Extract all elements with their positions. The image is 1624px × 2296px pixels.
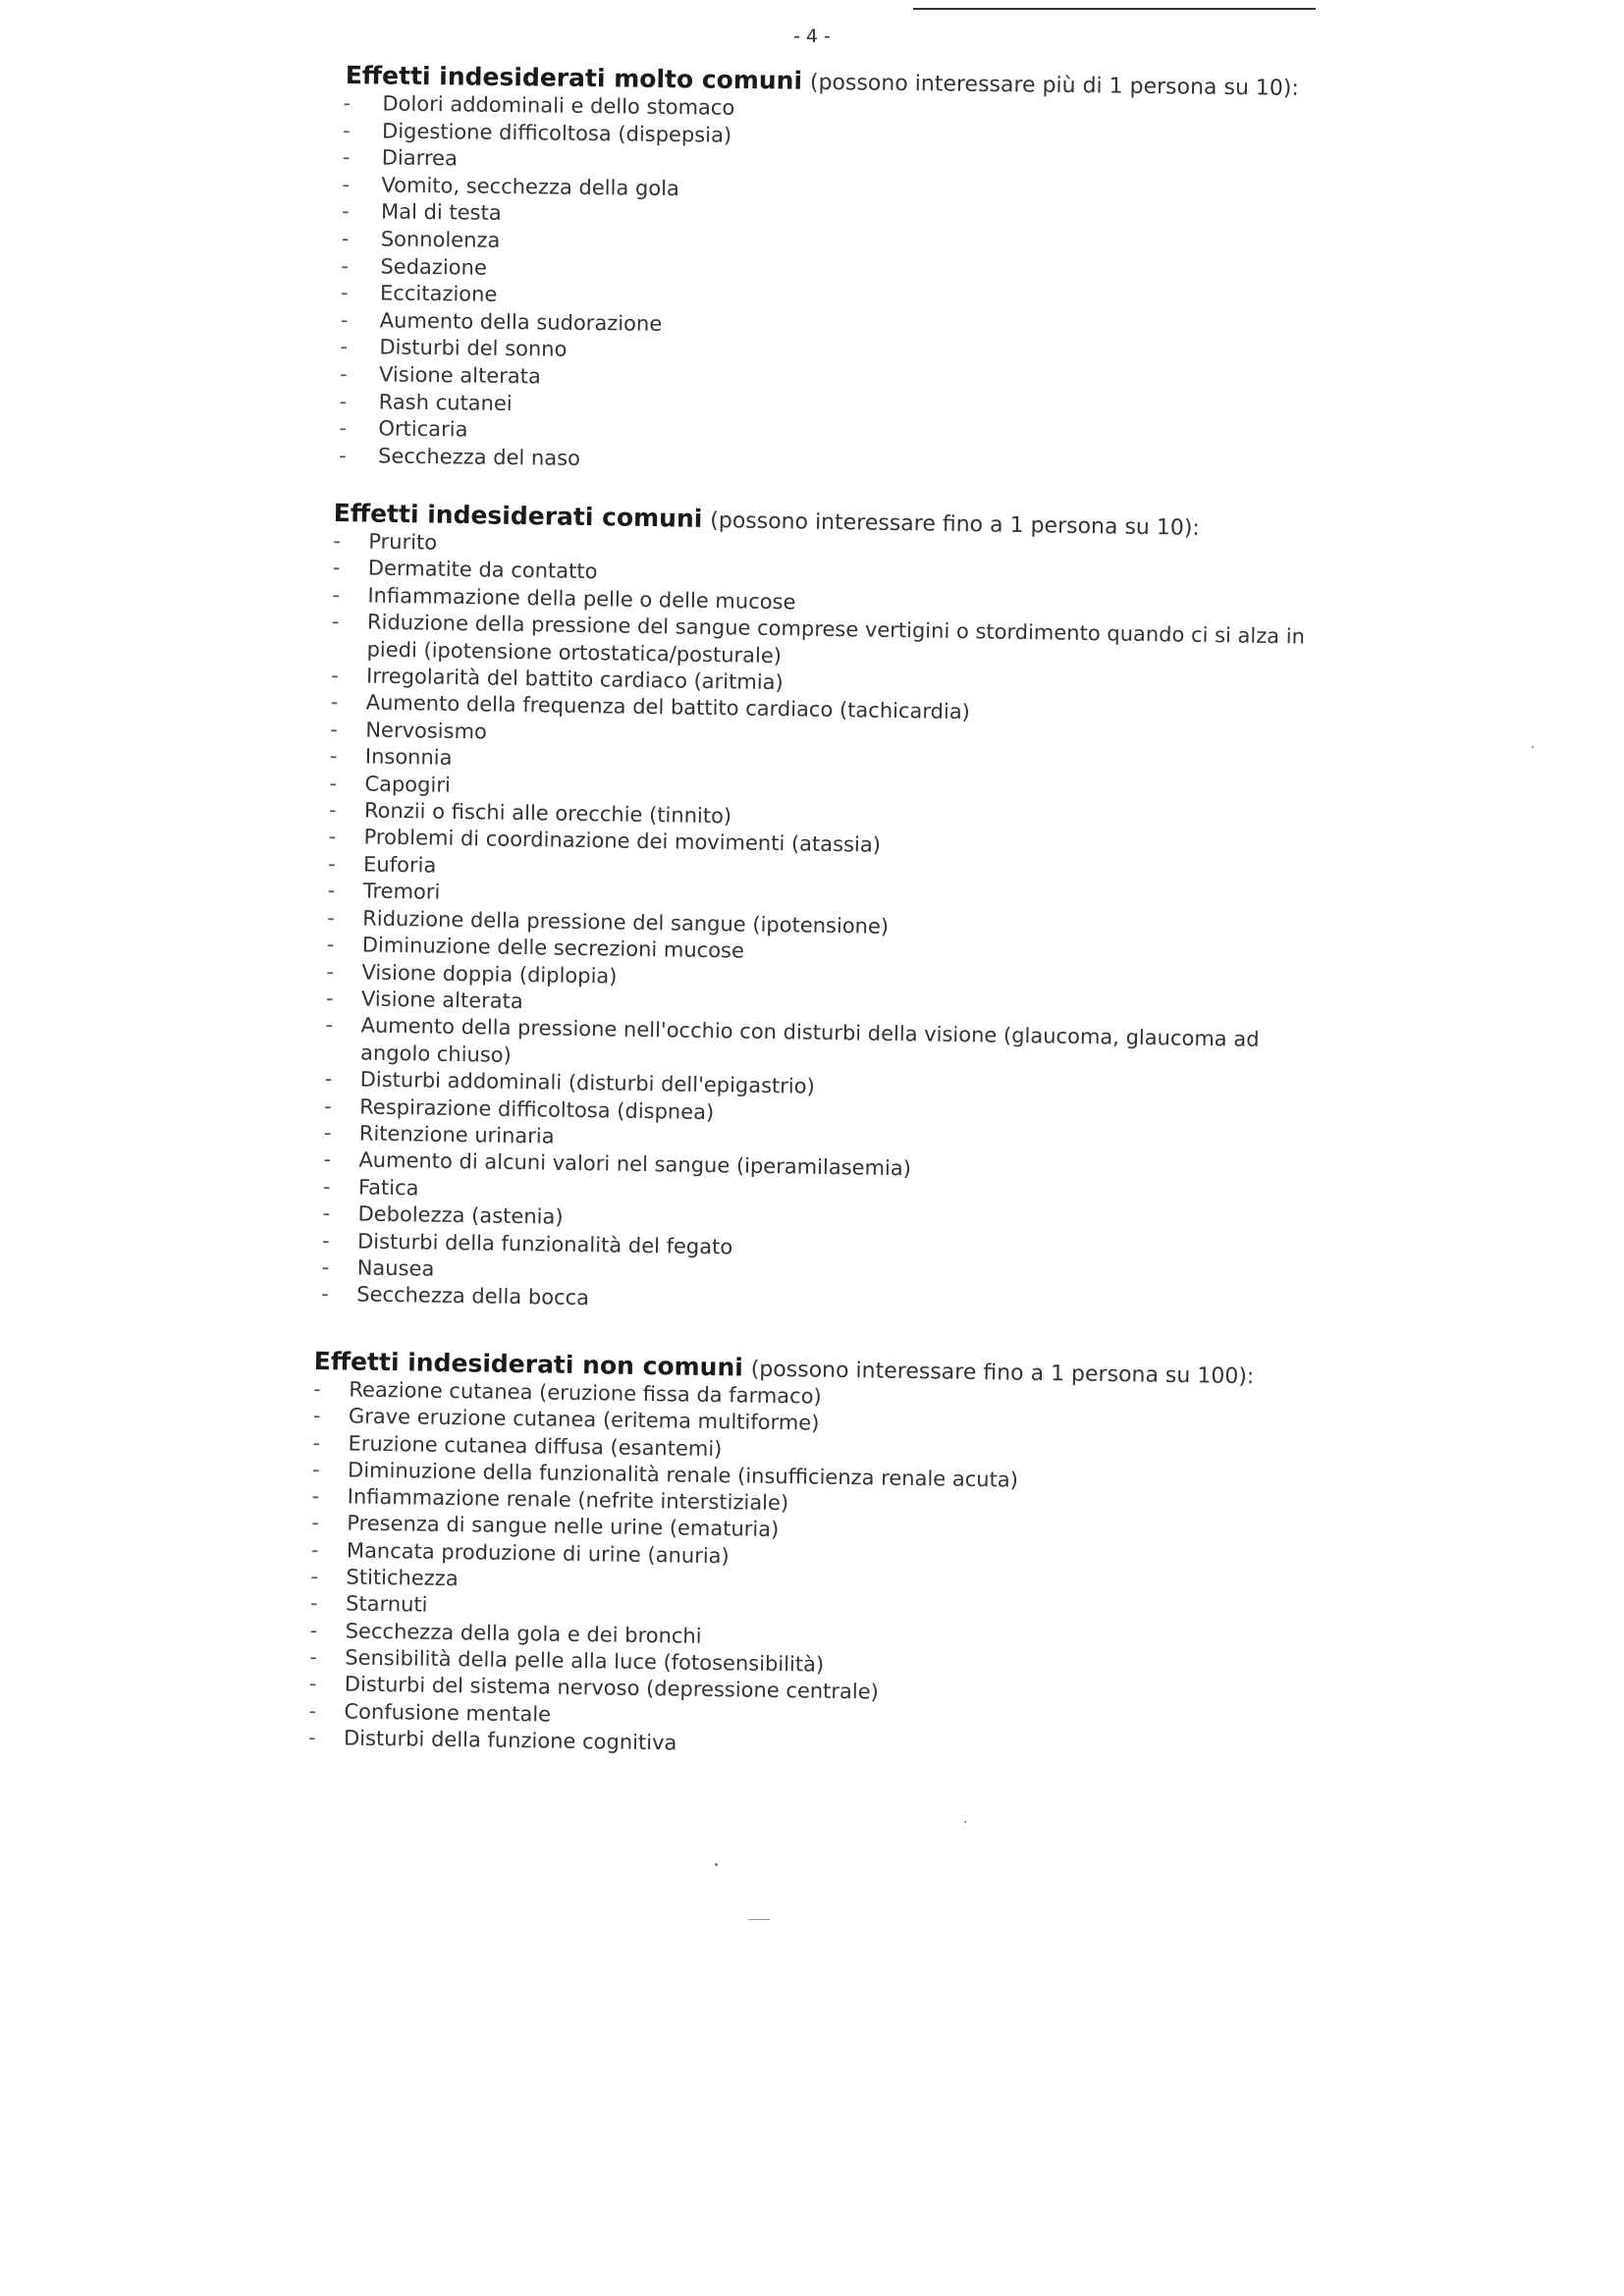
list-item: - Aumento di alcuni valori nel sangue (iperamilasemia) [323,1147,1560,1193]
list-item: - Secchezza del naso [341,443,1578,485]
list-item: - Diminuzione della funzionalità renale (insufficienza renale acuta) [312,1457,1549,1502]
list-item: - Sedazione [343,253,1580,295]
list-item: - Disturbi addominali (disturbi dell'epigastrio) [324,1066,1561,1112]
list-item: - Respirazione difficoltosa (dispnea) [324,1093,1561,1139]
list-item: - Starnuti [310,1590,1547,1635]
list-item: - Disturbi della funzionalità del fegato [322,1227,1559,1273]
section-note: (possono interessare fino a 1 persona su 100): [750,1357,1255,1390]
section-title: Effetti indesiderati non comuni [313,1347,744,1382]
list-item: - Nausea [321,1255,1558,1301]
section-title: Effetti indesiderati comuni [333,499,703,533]
list-item: - Sensibilità della pelle alla luce (fotosensibilità) [309,1644,1546,1689]
page-number: - 4 - [793,26,831,47]
list-item: - Diminuzione delle secrezioni mucose [327,932,1564,978]
list-item: - Stitichezza [310,1564,1547,1609]
scan-speck [715,1863,718,1866]
list-item: - Infiammazione renale (nefrite interstiziale) [312,1483,1549,1528]
list-item: - Rash cutanei [342,389,1579,431]
scan-mark [748,1919,770,1920]
list-item: - Riduzione della pressione del sangue (ipotensione) [327,905,1564,951]
list-item: - Prurito [333,528,1570,574]
list-item: - Debolezza (astenia) [322,1201,1559,1247]
list-item: - Visione alterata [326,986,1563,1032]
section-very-common [341,61,1583,485]
list-item: - Aumento della sudorazione [343,307,1580,349]
list-item: - Ronzii o fischi alle orecchie (tinnito) [329,797,1566,843]
scan-speck [1532,746,1534,748]
list-item: - Riduzione della pressione del sangue comprese vertigini o stordimento quando ci si alza in piedi (ipotensione ortostatica/posturale) [331,609,1310,677]
section-title: Effetti indesiderati molto comuni [345,61,803,95]
list-item: - Fatica [323,1174,1560,1220]
list-item: - Reazione cutanea (eruzione fissa da farmaco) [313,1376,1550,1421]
list-item: - Diarrea [345,144,1582,187]
list-item: - Irregolarità del battito cardiaco (aritmia) [331,663,1568,709]
list-item: - Visione doppia (diplopia) [326,958,1563,1004]
list-item: - Insonnia [330,743,1567,789]
list-item: - Presenza di sangue nelle urine (ematuria) [311,1510,1548,1555]
list-item: - Euforia [328,851,1565,897]
list-item: - Secchezza della bocca [321,1281,1558,1327]
list-item: - Mancata produzione di urine (anuria) [311,1537,1548,1582]
list-item: - Aumento della frequenza del battito cardiaco (tachicardia) [331,689,1568,735]
list-item: - Sonnolenza [344,226,1581,268]
effects-list [341,90,1583,485]
list-item: - Digestione difficoltosa (dispepsia) [345,118,1582,160]
list-item: - Capogiri [329,771,1566,817]
section-common [321,499,1571,1327]
list-item: - Infiammazione della pelle o delle mucose [332,582,1569,628]
list-item: - Eccitazione [343,280,1580,322]
list-item: - Aumento della pressione nell'occhio con disturbi della visione (glaucoma, glaucoma ad angolo chiuso) [325,1012,1304,1081]
list-item: - Nervosismo [330,717,1567,763]
list-item: - Dolori addominali e dello stomaco [345,90,1582,133]
list-item: - Problemi di coordinazione dei movimenti (atassia) [328,824,1565,870]
list-item: - Orticaria [341,415,1578,457]
list-item: - Disturbi del sistema nervoso (depressione centrale) [309,1671,1546,1716]
list-item: - Mal di testa [344,198,1581,240]
list-item: - Grave eruzione cutanea (eritema multiforme) [313,1403,1550,1448]
section-uncommon [308,1347,1551,1770]
list-item: - Secchezza della gola e dei bronchi [310,1618,1547,1663]
list-item: - Eruzione cutanea diffusa (esantemi) [312,1430,1549,1475]
list-item: - Ritenzione urinaria [324,1120,1561,1166]
list-item: - Tremori [328,878,1565,924]
scan-speck [964,1821,966,1823]
list-item: - Dermatite da contatto [333,555,1570,601]
list-item: - Visione alterata [342,361,1579,403]
list-item: - Vomito, secchezza della gola [344,172,1581,214]
effects-list [308,1376,1551,1770]
section-note: (possono interessare fino a 1 persona su 10): [710,508,1201,541]
list-item: - Disturbi della funzione cognitiva [308,1725,1545,1770]
list-item: - Confusione mentale [308,1698,1545,1743]
top-rule [913,8,1316,10]
effects-list [321,528,1570,1327]
section-note: (possono interessare più di 1 persona su 10): [809,70,1300,101]
list-item: - Disturbi del sonno [342,334,1579,376]
